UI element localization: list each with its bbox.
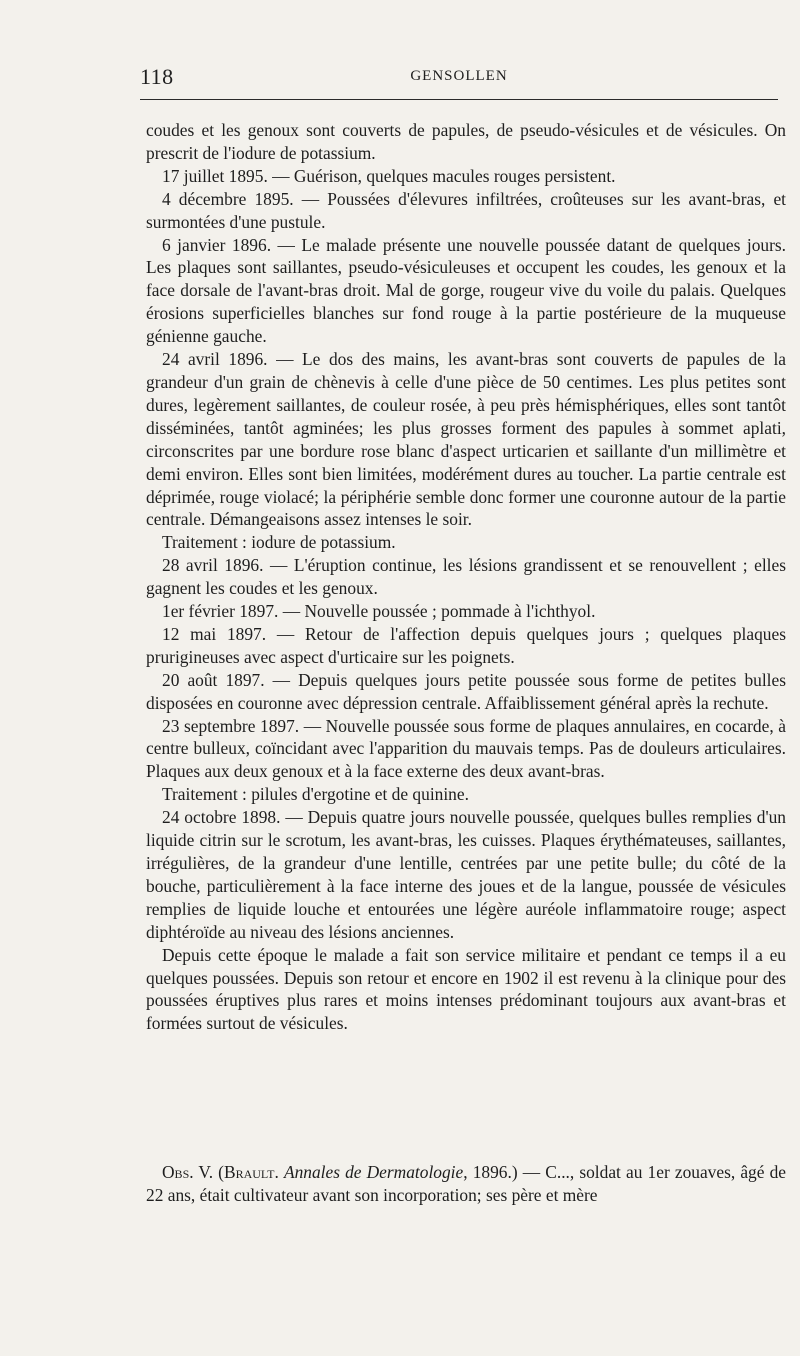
paragraph: 24 octobre 1898. — Depuis quatre jours nouvelle poussée, quelques bulles remplies d'un liquide citrin sur le scrotum, les avant-bras, les cuisses. Plaques érythémateuses, saillantes, irrégulières, de la grandeur d'une lentille, centrées par une petite bulle; du côté de la bouche, particulièrement à la face interne des joues et de la langue, poussée de vésicules remplies de liquide louche et entourées une légère auréole inflammatoire rouge; aspect diphtéroïde au niveau des lésions anciennes. — [146, 807, 786, 942]
header-rule — [140, 99, 778, 100]
paragraph: Traitement : pilules d'ergotine et de quinine. — [162, 784, 469, 805]
page-number: 118 — [140, 64, 174, 89]
observation-paragraph: Obs. V. (Brault. Annales de Dermatologie, 1896.) — C..., soldat au 1er zouaves, âgé de 22 ans, était cultivateur avant son incorporation; ses père et mère — [146, 1162, 786, 1205]
journal-title: Annales de Dermatologie — [283, 1162, 464, 1182]
paragraph: 12 mai 1897. — Retour de l'affection depuis quelques jours ; quelques plaques prurigineuses avec aspect d'urticaire sur les poignets. — [146, 623, 786, 667]
paragraph: 17 juillet 1895. — Guérison, quelques macules rouges persistent. — [162, 165, 616, 186]
observation-block — [146, 1161, 786, 1207]
paragraph: 6 janvier 1896. — Le malade présente une nouvelle poussée datant de quelques jours. Les plaques sont saillantes, pseudo-vésiculeuses et occupent les coudes, les genoux et la face dorsale de l'avant-bras droit. Mal de gorge, rougeur vive du voile du palais. Quelques érosions superficielles blanches sur fond rouge à la partie postérieure de la muqueuse génienne gauche. — [146, 234, 786, 347]
paragraph: 23 septembre 1897. — Nouvelle poussée sous forme de plaques annulaires, en cocarde, à centre bulleux, coïncidant avec l'apparition du mauvais temps. Pas de douleurs articulaires. Plaques aux deux genoux et à la face externe des deux avant-bras. — [146, 715, 786, 782]
paragraph: Traitement : iodure de potassium. — [162, 532, 396, 553]
page-header — [140, 64, 778, 92]
paragraph: 24 avril 1896. — Le dos des mains, les avant-bras sont couverts de papules de la grandeur d'un grain de chènevis à celle d'une pièce de 50 centimes. Les plus petites sont dures, legèrement saillantes, de couleur rosée, à peu près hémisphériques, elles sont tantôt disséminées, tantôt agminées; les plus grosses forment des papules à sommet aplati, circonscrites par une bordure rose blanc d'aspect urticarien et saillante d'un millimètre et demi environ. Elles sont bien limitées, modérément dures au toucher. La partie centrale est déprimée, rouge violacé; la périphérie semble donc former une couronne autour de la partie centrale. Démangeaisons assez intenses le soir. — [146, 349, 786, 530]
paragraph: 1er février 1897. — Nouvelle poussée ; pommade à l'ichthyol. — [162, 601, 596, 622]
main-text — [146, 119, 786, 1035]
running-head: GENSOLLEN — [410, 68, 508, 84]
paragraph: Depuis cette époque le malade a fait son service militaire et pendant ce temps il a eu quelques poussées. Depuis son retour et encore en 1902 il est revenu à la clinique pour des poussées éruptives plus rares et moins intenses prédominant toujours aux avant-bras et formées surtout de vésicules. — [146, 944, 786, 1034]
paragraph: coudes et les genoux sont couverts de papules, de pseudo-vésicules et de vésicules. On prescrit de l'iodure de potassium. — [146, 120, 786, 163]
observation-text: , 1896.) — C..., soldat au 1er zouaves, âgé de 22 ans, était cultivateur avant son incorporation; ses père et mère — [146, 1162, 786, 1205]
paragraph: 4 décembre 1895. — Poussées d'élevures infiltrées, croûteuses sur les avant-bras, et surmontées d'une pustule. — [146, 188, 786, 232]
observation-author: Brault. — [223, 1162, 279, 1182]
paragraph: 28 avril 1896. — L'éruption continue, les lésions grandissent et se renouvellent ; elles gagnent les coudes et les genoux. — [146, 555, 786, 599]
paragraph: 20 août 1897. — Depuis quelques jours petite poussée sous forme de petites bulles disposées en couronne avec dépression centrale. Affaiblissement général après la rechute. — [146, 669, 786, 713]
observation-label: Obs. V. — [162, 1162, 214, 1182]
